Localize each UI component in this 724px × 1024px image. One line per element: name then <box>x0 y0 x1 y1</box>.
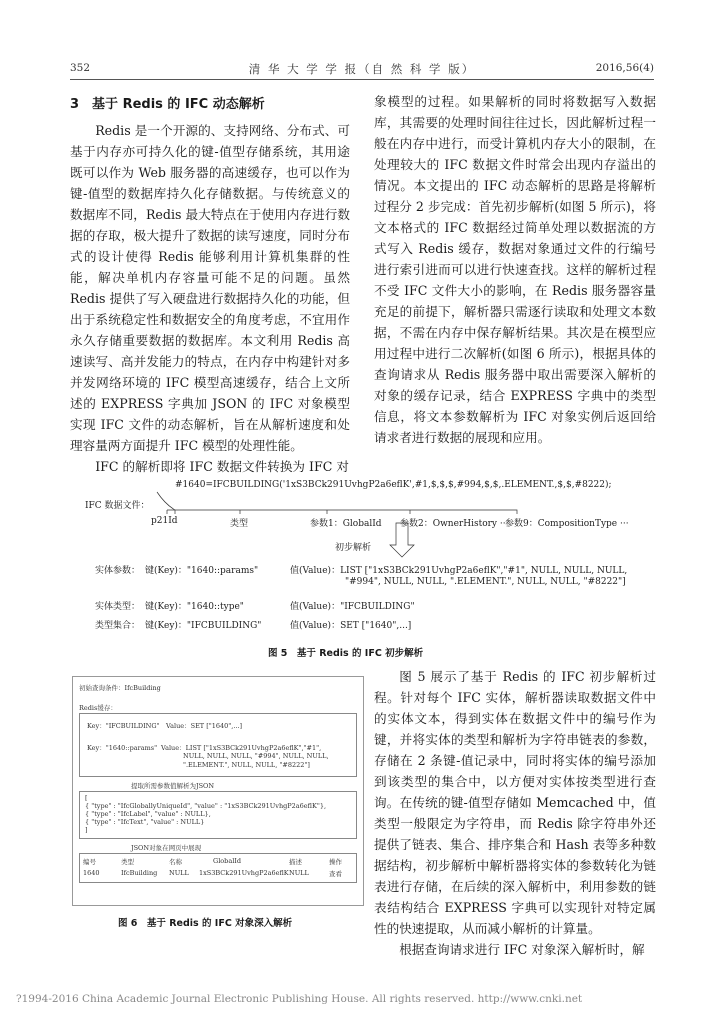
figure-5 <box>85 474 645 664</box>
json-line: { "type" : "IfcText", "value" : NULL} <box>85 818 205 826</box>
ifc-source-line: #1640=IFCBUILDING('1xS3BCk291UvhgP2a6eflK',#1,$,$,$,#994,$,$,.ELEMENT.,$,$,#8222); <box>175 480 612 490</box>
table-header-name: 名称 <box>169 858 182 866</box>
json-line: [ <box>85 794 88 802</box>
ifc-file-label: IFC 数据文件： <box>85 501 150 511</box>
table-cell: 1640 <box>83 869 100 877</box>
right-column <box>374 91 656 448</box>
view-link[interactable]: 查看 <box>329 870 342 878</box>
figure-5-lines <box>85 474 645 639</box>
row-label: 类型集合： <box>95 621 141 631</box>
left-column <box>70 96 350 477</box>
redis-kv-params-value-cont: NULL, NULL, NULL, "#994", NULL, NULL, <box>183 752 329 760</box>
volume-info: 2016,56(4) <box>595 62 654 74</box>
right-paragraph-1: 象模型的过程。如果解析的同时将数据写入数据库，其需要的处理时间往往过长，因此解析过程一般在内存中进行，而受计算机内存大小的限制，在处理较大的 IFC 数据文件时常会出现内存溢出的情况。本文提出的 IFC 动态解析的思路是将解析过程分 2 步完成：首先初步解析(如图 5 所示)，将文本格式的 IFC 数据经过简单处理以数据流的方式写入 Redis 缓存，数据对象通过文件的行编号进行索引进而可以进行快速查找。这样的解析过程不受 IFC 文件大小的影响，在 Redis 服务器容量充足的前提下，解析器只需逐行读取和处理文本数据，不需在内存中保存解析结果。其次是在模型应用过程中进行二次解析(如图 6 所示)，根据具体的查询请求从 Redis 服务器中取出需要深入解析的对象的缓存记录，结合 EXPRESS 字典中的类型信息，将文本参数解析为 IFC 对象实例后返回给请求者进行数据的展现和应用。 <box>374 94 656 445</box>
figure-6 <box>72 676 364 906</box>
row-value: 值(Value)：SET ["1640",...] <box>290 621 412 631</box>
json-display-label: JSON对象在网页中展现 <box>131 844 202 852</box>
redis-kv-params-key: Key："1640::params" <box>87 744 158 752</box>
row-key: 键(Key)："IFCBUILDING" <box>145 621 262 631</box>
figure-6-caption: 图 6 基于 Redis 的 IFC 对象深入解析 <box>118 918 293 929</box>
lower-right-paragraph-2: 根据查询请求进行 IFC 对象深入解析时，解 <box>399 942 645 957</box>
journal-title: 清 华 大 学 学 报（自 然 科 学 版） <box>248 62 476 76</box>
part-param9: 参数9：CompositionType ··· <box>505 519 629 529</box>
table-cell: NULL <box>289 869 309 877</box>
lower-right-column <box>374 666 656 960</box>
table-header-action: 操作 <box>329 858 342 866</box>
table-header-desc: 描述 <box>289 858 302 866</box>
redis-kv-params-value-cont: ".ELEMENT.", NULL, NULL, "#8222"] <box>183 761 310 769</box>
part-p21id: p21Id <box>151 516 178 526</box>
row-value: 值(Value)：LIST ["1xS3BCk291UvhgP2a6eflK","#1", NULL, NULL, NULL, <box>290 566 628 576</box>
initial-parse-label: 初步解析 <box>335 543 372 553</box>
extract-json-label: 提取所需参数值解析为JSON <box>131 782 215 790</box>
part-type: 类型 <box>230 519 249 529</box>
table-header-id: 编号 <box>83 858 96 866</box>
redis-cache-label: Redis缓存： <box>79 704 117 712</box>
redis-kv-params-value: Value：LIST ["1xS3BCk291UvhgP2a6eflK","#1", <box>161 744 322 752</box>
row-key: 键(Key)："1640::params" <box>145 566 259 576</box>
row-value-cont: "#994", NULL, NULL, ".ELEMENT.", NULL, NULL, "#8222"] <box>345 577 626 587</box>
redis-kv-type-set: Key："IFCBUILDING" Value：SET ["1640",...] <box>87 722 243 730</box>
lower-right-paragraph-1: 图 5 展示了基于 Redis 的 IFC 初步解析过程。针对每个 IFC 实体，解析器读取数据文件中的实体文本，得到实体在数据文件中的编号作为键，并将实体的类型和解析为字符串链表的参数，存储在 2 条键-值记录中，同时将实体的编号添加到该类型的集合中，以方便对实体按类型进行查询。在传统的键-值型存储如 Memcached 中，值类型一般限定为字符串，而 Redis 除字符串外还提供了链表、集合、排序集合和 Hash 表等多种数据结构，初步解析中解析器将实体的参数转化为链表进行存储，在后续的深入解析中，利用参数的链表结构结合 EXPRESS 字典可以实现针对特定属性的快速提取，从而减小解析的计算量。 <box>374 669 656 936</box>
row-label: 实体类型： <box>95 602 141 612</box>
json-line: { "type" : "IfcGloballyUniqueId", "value" : "1xS3BCk291UvhgP2a6eflK"}, <box>85 802 327 810</box>
table-header-type: 类型 <box>121 858 134 866</box>
table-cell: NULL <box>169 869 189 877</box>
json-line: { "type" : "IfcLabel", "value" : NULL}, <box>85 810 211 818</box>
row-label: 实体参数： <box>95 566 141 576</box>
header-rule <box>70 79 654 80</box>
row-key: 键(Key)："1640::type" <box>145 602 244 612</box>
part-param1: 参数1：GlobalId <box>310 519 382 529</box>
table-cell: 1xS3BCk291UvhgP2a6eflK <box>199 869 289 877</box>
json-line: ] <box>85 826 88 834</box>
row-value: 值(Value)："IFCBUILDING" <box>290 602 415 612</box>
page-number: 352 <box>70 62 91 74</box>
left-paragraph-2: IFC 的解析即将 IFC 数据文件转换为 IFC 对 <box>95 459 349 474</box>
copyright-footer: ?1994-2016 China Academic Journal Electronic Publishing House. All rights reserved. http://www.cnki.net <box>16 993 583 1005</box>
part-param2: 参数2：OwnerHistory ··· <box>400 519 509 529</box>
query-condition: 初始查询条件：IfcBuilding <box>79 684 161 692</box>
section-heading: 3 基于 Redis 的 IFC 动态解析 <box>70 97 265 112</box>
table-cell: IfcBuilding <box>121 869 158 877</box>
page-header <box>70 60 654 80</box>
figure-5-caption: 图 5 基于 Redis 的 IFC 初步解析 <box>268 648 424 659</box>
table-header-globalid: GlobalId <box>213 857 242 865</box>
left-paragraph-1: Redis 是一个开源的、支持网络、分布式、可基于内存亦可持久化的键-值型存储系统，其用途既可以作为 Web 服务器的高速缓存，也可以作为键-值型的数据库持久化存储数据。与传统意义的数据库不同，Redis 最大特点在于使用内存进行数据的存取，极大提升了数据的读写速度，同时分布式的设计使得 Redis 能够利用计算机集群的性能，解决单机内存容量可能不足的问题。虽然 Redis 提供了写入硬盘进行数据持久化的功能，但出于系统稳定性和数据安全的角度考虑，不宜用作永久存储重要数据的数据库。本文利用 Redis 高速读写、高并发能力的特点，在内存中构建针对多并发网络环境的 IFC 模型高速缓存，结合上文所述的 EXPRESS 字典加 JSON 的 IFC 对象模型实现 IFC 文件的动态解析，旨在从解析速度和处理容量两方面提升 IFC 模型的处理性能。 <box>70 123 350 453</box>
